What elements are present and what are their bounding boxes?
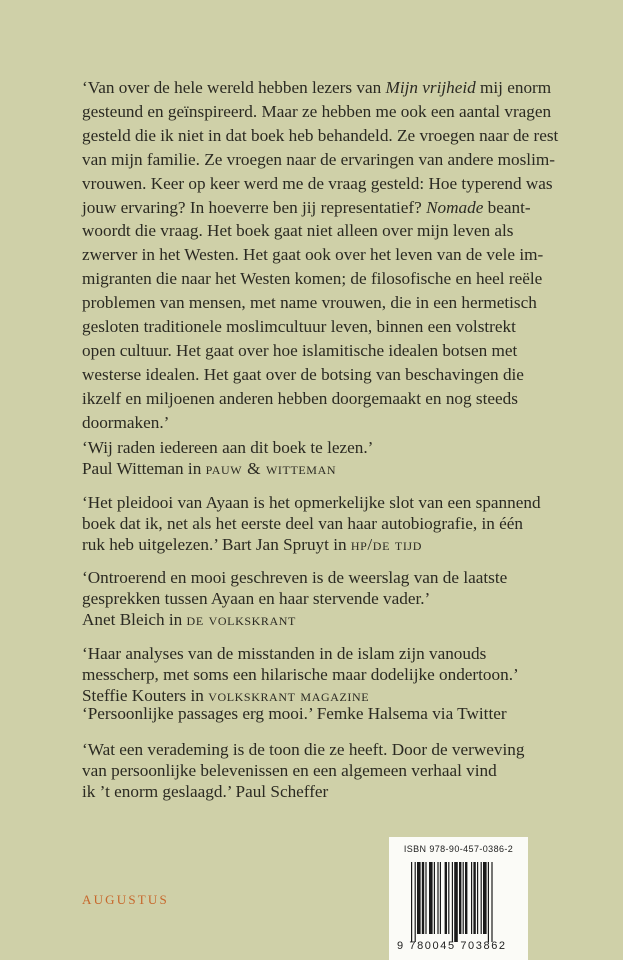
- text-segment: van mijn familie. Ze vroegen naar de ervaringen van andere moslim-: [82, 149, 555, 169]
- isbn-label: ISBN 978-90-457-0386-2: [403, 844, 514, 854]
- text-segment: zwerver in het Westen. Het gaat ook over het leven van de vele im-: [82, 245, 544, 265]
- text-line: [82, 267, 582, 291]
- text-segment: ‘Van over de hele wereld hebben lezers van: [82, 78, 386, 97]
- barcode-bar: [465, 862, 467, 934]
- text-segment: gesteld die ik niet in dat boek heb behandeld. Ze vroegen naar de rest: [82, 125, 559, 145]
- barcode-bar: [477, 862, 478, 934]
- text-segment: ‘Haar analyses van de misstanden in de islam zijn vanouds: [82, 644, 487, 663]
- text-line: [82, 782, 582, 803]
- text-line: [82, 243, 582, 267]
- italic-title: Nomade: [426, 197, 484, 217]
- text-line: [82, 568, 582, 589]
- text-segment: doormaken.’: [82, 412, 170, 432]
- text-segment: Paul Witteman in: [82, 458, 206, 478]
- text-line: [82, 610, 582, 631]
- review-quote: [82, 740, 582, 802]
- text-line: [82, 196, 582, 220]
- text-segment: migranten die naar het Westen komen; de filosofische en heel reële: [82, 269, 543, 289]
- text-segment: gesloten traditionele moslimcultuur leven, binnen een volstrekt: [82, 317, 516, 337]
- text-segment: gesprekken tussen Ayaan en haar stervende vader.’: [82, 588, 431, 608]
- review-quote: [82, 704, 582, 725]
- text-segment: ruk heb uitgelezen.’ Bart Jan Spruyt in: [82, 534, 351, 554]
- barcode-bar: [434, 862, 435, 934]
- publisher-logo: AUGUSTUS: [82, 892, 169, 907]
- barcode-bar: [473, 862, 475, 934]
- text-line: [82, 339, 582, 363]
- text-line: [82, 291, 582, 315]
- barcode-bar: [425, 862, 426, 934]
- barcode-bar: [459, 862, 461, 934]
- text-line: [82, 76, 582, 100]
- barcode-bar: [445, 862, 447, 934]
- barcode-bar: [491, 862, 492, 942]
- barcode-bar: [463, 862, 464, 934]
- barcode-bar: [452, 862, 453, 942]
- text-line: [82, 172, 582, 196]
- review-quote: [82, 438, 582, 480]
- barcode-bar: [481, 862, 482, 934]
- barcode-bar: [437, 862, 438, 934]
- text-line: [82, 387, 582, 411]
- barcode-bar: [422, 862, 424, 934]
- barcode-bar: [471, 862, 472, 934]
- barcode-bar: [454, 862, 458, 942]
- text-segment: ‘Het pleidooi van Ayaan is het opmerkelijke slot van een spannend: [82, 493, 541, 512]
- text-line: [82, 219, 582, 243]
- barcode-bar: [448, 862, 449, 934]
- text-segment: problemen van mensen, met name vrouwen, die in een hermetisch: [82, 293, 537, 313]
- text-line: [82, 438, 582, 459]
- text-line: [82, 459, 582, 480]
- isbn-barcode: [389, 837, 528, 960]
- text-line: [82, 589, 582, 610]
- text-line: [82, 644, 582, 665]
- text-segment: westerse idealen. Het gaat over de botsing van beschavingen die: [82, 364, 524, 384]
- text-segment: gesteund en geïnspireerd. Maar ze hebben me ook een aantal vragen: [82, 101, 552, 121]
- barcode-bar: [415, 862, 416, 942]
- italic-title: Mijn vrijheid: [385, 78, 476, 97]
- text-segment: woordt die vraag. Het boek gaat niet alleen over mijn leven als: [82, 221, 514, 241]
- source-name: hp/de tijd: [350, 534, 422, 554]
- text-segment: ‘Persoonlijke passages erg mooi.’ Femke Halsema via Twitter: [82, 704, 507, 723]
- text-segment: boek dat ik, net als het eerste deel van haar autobiografie, in één: [82, 513, 523, 533]
- text-segment: ikzelf en miljoenen anderen hebben doorgemaakt en nog steeds: [82, 388, 518, 408]
- text-segment: ‘Wat een verademing is de toon die ze heeft. Door de verweving: [82, 740, 525, 759]
- barcode-digits: 9 780045 703862: [397, 940, 507, 952]
- text-segment: Anet Bleich in: [82, 609, 187, 629]
- source-name: volkskrant magazine: [208, 685, 370, 705]
- text-line: [82, 100, 582, 124]
- barcode-bar: [417, 862, 421, 934]
- blurb-main-text: [82, 76, 582, 435]
- text-line: [82, 315, 582, 339]
- text-segment: van persoonlijke belevenissen en een algemeen verhaal vind: [82, 760, 497, 780]
- text-segment: Steffie Kouters in: [82, 685, 209, 705]
- text-line: [82, 535, 582, 556]
- text-line: [82, 363, 582, 387]
- barcode-bars: [411, 862, 521, 942]
- text-segment: jouw ervaring? In hoeverre ben jij representatief?: [82, 197, 427, 217]
- source-name: de volkskrant: [186, 609, 296, 629]
- review-quote: [82, 644, 582, 706]
- text-segment: ‘Wij raden iedereen aan dit boek te lezen.’: [82, 438, 374, 457]
- review-quote: [82, 493, 582, 555]
- source-name: pauw & witteman: [205, 458, 337, 478]
- text-line: [82, 665, 582, 686]
- barcode-bar: [429, 862, 433, 934]
- text-line: [82, 761, 582, 782]
- text-line: [82, 493, 582, 514]
- text-line: [82, 514, 582, 535]
- text-segment: open cultuur. Het gaat over hoe islamitische idealen botsen met: [82, 340, 518, 360]
- barcode-bar: [483, 862, 487, 934]
- text-line: [82, 411, 582, 435]
- text-line: [82, 740, 582, 761]
- text-line: [82, 124, 582, 148]
- text-segment: messcherp, met soms een hilarische maar dodelijke ondertoon.’: [82, 664, 519, 684]
- text-line: [82, 148, 582, 172]
- text-segment: beant-: [483, 197, 531, 217]
- barcode-bar: [411, 862, 412, 942]
- text-segment: ik ’t enorm geslaagd.’ Paul Scheffer: [82, 781, 329, 801]
- review-quote: [82, 568, 582, 630]
- barcode-bar: [440, 862, 441, 934]
- text-line: [82, 704, 582, 725]
- barcode-bar: [488, 862, 489, 942]
- text-segment: ‘Ontroerend en mooi geschreven is de weerslag van de laatste: [82, 568, 508, 587]
- text-segment: mij enorm: [475, 78, 552, 97]
- text-segment: vrouwen. Keer op keer werd me de vraag gesteld: Hoe typerend was: [82, 173, 553, 193]
